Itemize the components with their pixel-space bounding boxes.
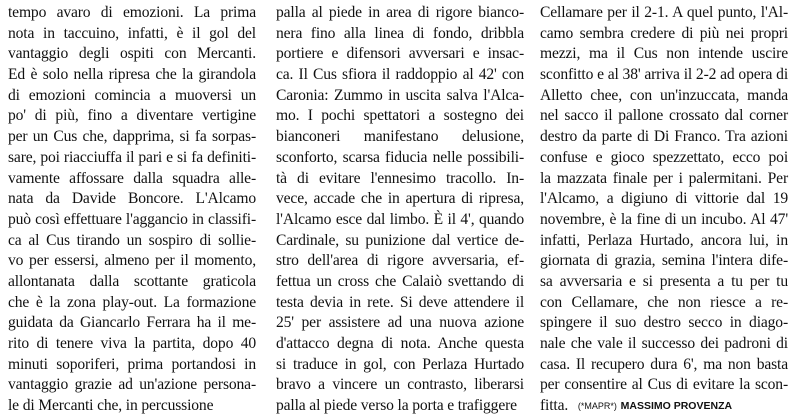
article-line: che è la zona play-out. La formazione xyxy=(8,293,256,311)
article-line: nata da Davide Boncore. L'Alcamo xyxy=(8,190,256,208)
article-line: mo. I pochi spettatori a sostegno dei xyxy=(276,107,524,125)
article-line: rito di tenere viva la partita, dopo 40 xyxy=(8,335,256,352)
article-line: Caronia: Zummo in uscita salva l'Alca- xyxy=(276,86,524,104)
article-line: stro dell'area di rigore avversaria, ef- xyxy=(276,252,524,270)
article-line: camo sembra credere di più nei propri xyxy=(540,24,788,42)
article-line: nera fino alla linea di fondo, dribbla xyxy=(276,24,524,42)
article-line: sconfitto e al 38' arriva il 2-2 ad opera di xyxy=(540,66,788,84)
article-line: minuti soporiferi, prima portandosi in xyxy=(8,355,256,373)
article-line: le di Mercanti che, in percussione xyxy=(8,397,214,415)
article-line: Alletto chee, con un'inzuccata, manda xyxy=(540,86,788,104)
article-line: Cellamare per il 2-1. A quel punto, l'Al- xyxy=(540,4,788,21)
article-column-3-lines xyxy=(540,3,788,396)
author-signature: MASSIMO PROVENZA xyxy=(620,400,733,413)
article-line: nel sacco il pallone crossato dal corner xyxy=(540,107,788,125)
article-line: sare, poi riacciuffa il pari e si fa definiti- xyxy=(8,148,256,166)
article-line: la mazzata finale per i palermitani. Per xyxy=(540,169,788,187)
article-line: per un Cus che, dapprima, si fa sorpas- xyxy=(8,128,256,146)
article-line: fettua un cross che Calaiò svettando di xyxy=(276,272,524,290)
article-line: destro da parte di Di Franco. Tra azioni xyxy=(540,128,788,146)
article-line: ca. Il Cus sfiora il raddoppio al 42' con xyxy=(276,66,524,84)
article-line: confuse e gioco spezzettato, ecco poi xyxy=(540,148,788,166)
article-line: vece, accade che in apertura di ripresa, xyxy=(276,190,524,208)
article-line: portiere e difensori avversari e insac- xyxy=(276,45,524,63)
article-line: nota in taccuino, infatti, è il gol del xyxy=(8,24,256,42)
article-last-line: fitta. xyxy=(540,397,569,415)
article-line: per consentire al Cus di evitare la scon- xyxy=(540,376,788,394)
article-line: mezzi, ma il Cus non intende uscire xyxy=(540,45,788,63)
article-line: l'Alcamo, a digiuno di vittorie dal 19 xyxy=(540,190,788,208)
article-line: spingere il suo destro secco in diago- xyxy=(540,314,788,332)
article-line: Ed è solo nella ripresa che la girandola xyxy=(8,66,256,84)
article-line: tà di evitare l'ennesimo tracollo. In- xyxy=(276,169,524,187)
article-line: 25' per assistere ad una nuova azione xyxy=(276,314,524,332)
article-line: palla al piede in area di rigore bianco- xyxy=(276,4,524,21)
article-line: si traduce in gol, con Perlaza Hurtado xyxy=(276,355,524,373)
article-line: tempo avaro di emozioni. La prima xyxy=(8,4,256,21)
article-line: bravo a vincere un contrasto, liberarsi xyxy=(276,376,524,394)
article-line: d'attacco degna di nota. Anche questa xyxy=(276,335,524,352)
byline-row xyxy=(540,396,788,417)
article-line: infatti, Perlaza Hurtado, ancora lui, in xyxy=(540,231,788,249)
article-line: vantaggio grazie ad un'azione persona- xyxy=(8,376,256,394)
article-line: nale che vale il successo dei padroni di xyxy=(540,335,788,352)
article-line: allontanata dalla scottante graticola xyxy=(8,272,256,290)
article-line: vamente affossare dalla squadra alle- xyxy=(8,169,256,187)
article-line: bianconeri manifestano delusione, xyxy=(276,128,524,146)
article-line: può così effettuare l'aggancio in classifi- xyxy=(8,210,256,228)
article-line: l'Alcamo esce dal limbo. È il 4', quando xyxy=(276,210,524,228)
article-column-3 xyxy=(540,3,788,417)
article-line: guidata da Giancarlo Ferrara ha il me- xyxy=(8,314,256,332)
article-line: ca al Cus tirando un sospiro di sollie- xyxy=(8,231,256,249)
article-line: sconforto, scarsa fiducia nelle possibili- xyxy=(276,148,524,166)
article-line: novembre, è la fine di un incubo. Al 47' xyxy=(540,210,788,228)
article-column-2 xyxy=(276,3,524,417)
article-line: po' di più, fino a diventare vertigine xyxy=(8,107,256,125)
article-column-1 xyxy=(8,3,256,417)
article-line: palla al piede verso la porta e trafiggere xyxy=(276,397,517,415)
article-line: casa. Il recupero dura 6', ma non basta xyxy=(540,355,788,373)
article-line: di emozioni comincia a muoversi un xyxy=(8,86,256,104)
article-line: vantaggio degli ospiti con Mercanti. xyxy=(8,45,256,63)
signature-tag: (*MAPR*) xyxy=(577,401,617,412)
article-line: Cardinale, su punizione dal vertice de- xyxy=(276,231,524,249)
article-line: con Cellamare, che non riesce a re- xyxy=(540,293,788,311)
article-line: sa avversaria e si presenta a tu per tu xyxy=(540,272,788,290)
article-line: testa devia in rete. Si deve attendere il xyxy=(276,293,524,311)
article-line: giornata di grazia, semina l'intera dife- xyxy=(540,252,788,270)
article-line: vo per essersi, almeno per il momento, xyxy=(8,252,256,270)
